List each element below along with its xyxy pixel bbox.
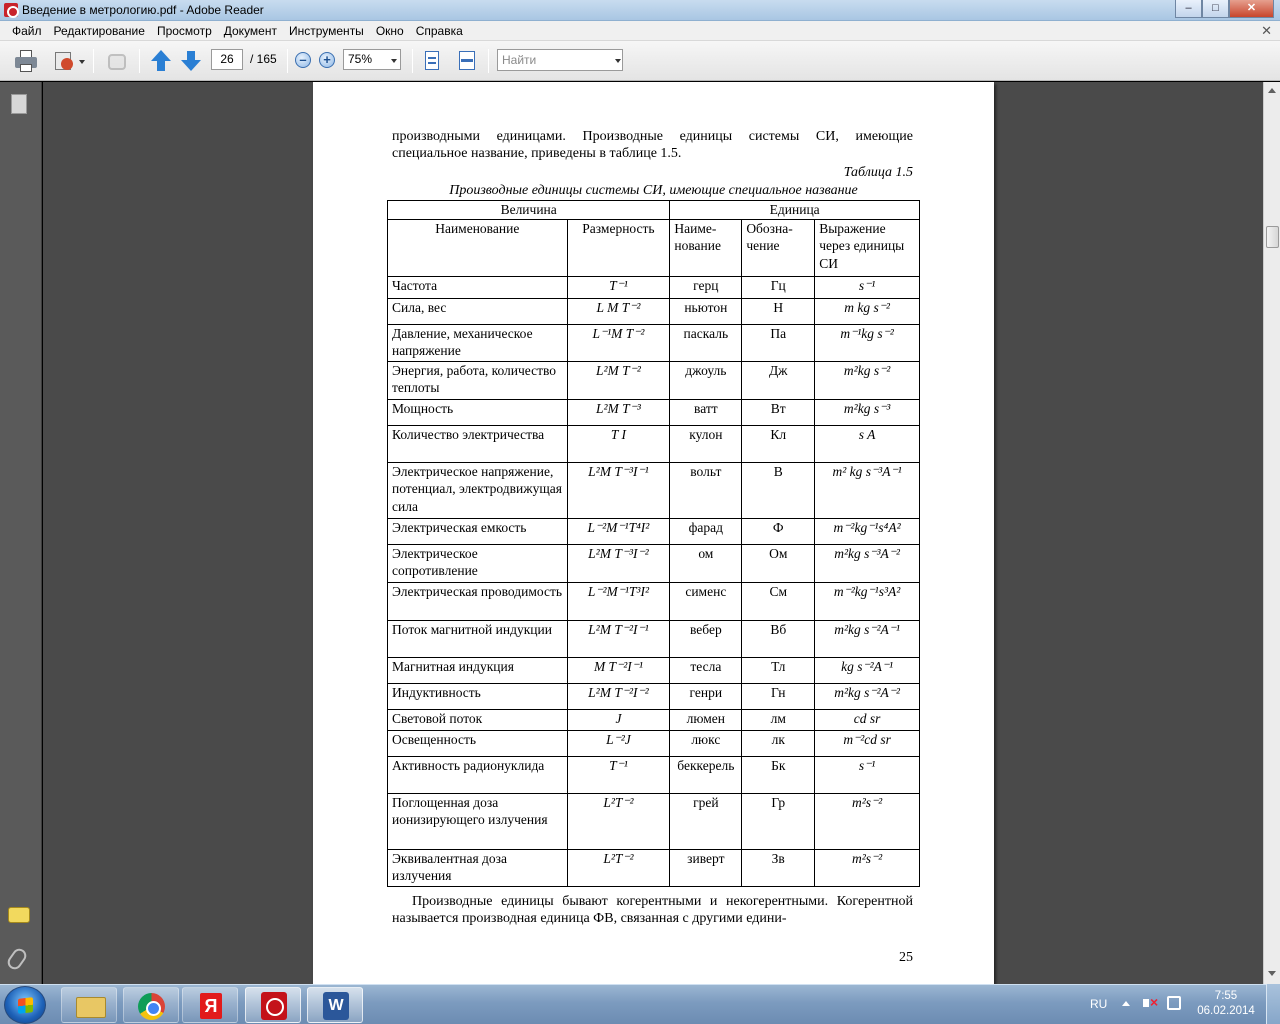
cell-unit-symbol: Ом <box>742 544 815 582</box>
zoom-out-icon[interactable]: – <box>295 52 311 68</box>
close-button[interactable]: ✕ <box>1229 0 1274 18</box>
si-units-table <box>387 200 920 887</box>
menu-file[interactable]: Файл <box>12 23 42 38</box>
fit-page-icon[interactable] <box>422 50 442 72</box>
cell-unit-name: герц <box>670 276 742 298</box>
table-row <box>388 462 920 518</box>
cell-dimension: J <box>567 709 670 730</box>
cell-si-expression: m²kg s⁻² <box>815 361 920 399</box>
next-page-icon[interactable] <box>180 50 202 72</box>
cell-unit-name: фарад <box>670 518 742 544</box>
column-header-unit-symbol: Обозна-чение <box>742 219 815 276</box>
page-number-input[interactable]: 26 <box>211 49 243 70</box>
table-row <box>388 544 920 582</box>
cell-unit-name: генри <box>670 683 742 709</box>
scroll-up-icon[interactable] <box>1268 88 1276 93</box>
previous-page-icon[interactable] <box>150 50 172 72</box>
table-number: Таблица 1.5 <box>843 165 913 180</box>
cell-quantity-name: Мощность <box>388 399 568 425</box>
table-row <box>388 425 920 462</box>
cell-unit-symbol: Н <box>742 298 815 324</box>
cell-unit-symbol: В <box>742 462 815 518</box>
cell-dimension: L⁻¹M T⁻² <box>567 324 670 361</box>
explorer-icon[interactable] <box>61 987 117 1023</box>
show-desktop-button[interactable] <box>1266 984 1280 1024</box>
cell-unit-name: вольт <box>670 462 742 518</box>
cell-quantity-name: Поток магнитной индукции <box>388 620 568 657</box>
minimize-button[interactable]: – <box>1175 0 1202 18</box>
cell-unit-name: тесла <box>670 657 742 683</box>
table-title: Производные единицы системы СИ, имеющие специальное название <box>449 183 858 198</box>
cell-dimension: L M T⁻² <box>567 298 670 324</box>
table-row <box>388 298 920 324</box>
pages-panel-icon[interactable] <box>11 94 27 114</box>
maximize-button[interactable]: □ <box>1202 0 1229 18</box>
cell-unit-symbol: Вт <box>742 399 815 425</box>
cell-quantity-name: Давление, механическое напряжение <box>388 324 568 361</box>
cell-dimension: T⁻¹ <box>567 756 670 793</box>
table-row <box>388 756 920 793</box>
cell-quantity-name: Активность радионуклида <box>388 756 568 793</box>
zoom-select[interactable]: 75% <box>343 49 401 70</box>
cell-unit-name: люмен <box>670 709 742 730</box>
toolbar-separator <box>93 49 94 73</box>
taskbar <box>0 984 1280 1024</box>
cell-unit-name: вебер <box>670 620 742 657</box>
cell-si-expression: m²s⁻² <box>815 849 920 886</box>
column-header-si-expression: Выражение через единицы СИ <box>815 219 920 276</box>
toolbar-separator <box>412 49 413 73</box>
column-header-name: Наименование <box>388 219 568 276</box>
cell-quantity-name: Электрическая проводимость <box>388 582 568 620</box>
table-row <box>388 324 920 361</box>
cell-dimension: M T⁻²I⁻¹ <box>567 657 670 683</box>
menu-window[interactable]: Окно <box>375 23 404 38</box>
paragraph-bottom: Производные единицы бывают когерентными и некогерентными. Когерентной называется производная единица ФВ, связанная с другими едини- <box>392 894 913 926</box>
clock[interactable] <box>1195 989 1257 1019</box>
cell-quantity-name: Электрическое напряжение, потенциал, электродвижущая сила <box>388 462 568 518</box>
cell-unit-symbol: лм <box>742 709 815 730</box>
windows-logo-icon <box>18 997 33 1014</box>
table-row <box>388 582 920 620</box>
hand-tool-icon[interactable] <box>104 50 130 74</box>
cell-unit-symbol: См <box>742 582 815 620</box>
cell-quantity-name: Индуктивность <box>388 683 568 709</box>
cell-dimension: L²T⁻² <box>567 793 670 849</box>
cell-si-expression: m²s⁻² <box>815 793 920 849</box>
cell-quantity-name: Освещенность <box>388 730 568 756</box>
cell-dimension: L²M T⁻²I⁻¹ <box>567 620 670 657</box>
cell-si-expression: m⁻²kg⁻¹s³A² <box>815 582 920 620</box>
cell-quantity-name: Энергия, работа, количество теплоты <box>388 361 568 399</box>
cell-si-expression: m² kg s⁻³A⁻¹ <box>815 462 920 518</box>
table-row <box>388 793 920 849</box>
cell-si-expression: m⁻²cd sr <box>815 730 920 756</box>
table-row <box>388 620 920 657</box>
cell-unit-name: ом <box>670 544 742 582</box>
cell-unit-symbol: Гр <box>742 793 815 849</box>
cell-unit-name: паскаль <box>670 324 742 361</box>
cell-dimension: L²M T⁻² <box>567 361 670 399</box>
paragraph-top: производными единицами. Производные единицы системы СИ, имеющие специальное название, приведены в таблице 1.5. <box>392 129 913 161</box>
chrome-icon[interactable] <box>123 987 179 1023</box>
cell-unit-symbol: Гц <box>742 276 815 298</box>
word-icon[interactable]: W <box>307 987 363 1023</box>
cell-unit-symbol: Вб <box>742 620 815 657</box>
share-icon[interactable] <box>52 50 76 72</box>
cell-dimension: L²M T⁻³I⁻² <box>567 544 670 582</box>
cell-si-expression: s A <box>815 425 920 462</box>
clock-date: 06.02.2014 <box>1197 1005 1255 1017</box>
page-total: / 165 <box>250 52 277 66</box>
cell-quantity-name: Количество электричества <box>388 425 568 462</box>
cell-quantity-name: Световой поток <box>388 709 568 730</box>
cell-unit-symbol: Па <box>742 324 815 361</box>
cell-unit-symbol: Ф <box>742 518 815 544</box>
table-row <box>388 683 920 709</box>
cell-dimension: L⁻²M⁻¹T⁴I² <box>567 518 670 544</box>
table-row <box>388 361 920 399</box>
network-icon[interactable] <box>1167 996 1181 1010</box>
cell-dimension: T I <box>567 425 670 462</box>
cell-unit-name: люкс <box>670 730 742 756</box>
cell-unit-name: грей <box>670 793 742 849</box>
column-header-dimension: Размерность <box>567 219 670 276</box>
table-row <box>388 399 920 425</box>
cell-si-expression: m²kg s⁻²A⁻¹ <box>815 620 920 657</box>
language-indicator[interactable]: RU <box>1090 997 1108 1011</box>
menu-edit[interactable]: Редактирование <box>53 23 145 38</box>
clock-time: 7:55 <box>1214 990 1238 1002</box>
cell-si-expression: m²kg s⁻²A⁻² <box>815 683 920 709</box>
menu-bar <box>0 21 1280 41</box>
cell-unit-name: кулон <box>670 425 742 462</box>
cell-si-expression: s⁻¹ <box>815 276 920 298</box>
scrollbar-thumb[interactable] <box>1266 226 1279 248</box>
cell-unit-symbol: Зв <box>742 849 815 886</box>
cell-si-expression: m⁻²kg⁻¹s⁴A² <box>815 518 920 544</box>
cell-unit-name: сименс <box>670 582 742 620</box>
menu-tools[interactable]: Инструменты <box>288 23 364 38</box>
cell-si-expression: m kg s⁻² <box>815 298 920 324</box>
cell-quantity-name: Электрическое сопротивление <box>388 544 568 582</box>
menu-help[interactable]: Справка <box>415 23 463 38</box>
cell-dimension: L⁻²J <box>567 730 670 756</box>
cell-unit-symbol: лк <box>742 730 815 756</box>
cell-unit-name: зиверт <box>670 849 742 886</box>
cell-unit-name: беккерель <box>670 756 742 793</box>
close-document-icon[interactable]: ✕ <box>1261 23 1272 38</box>
cell-dimension: L²M T⁻³I⁻¹ <box>567 462 670 518</box>
cell-si-expression: cd sr <box>815 709 920 730</box>
cell-quantity-name: Электрическая емкость <box>388 518 568 544</box>
search-input[interactable]: Найти <box>497 49 623 71</box>
show-hidden-icons-icon[interactable] <box>1122 1001 1130 1006</box>
window-title: Введение в метрологию.pdf - Adobe Reader <box>22 3 264 17</box>
cell-unit-symbol: Дж <box>742 361 815 399</box>
cell-dimension: L⁻²M⁻¹T³I² <box>567 582 670 620</box>
cell-unit-symbol: Кл <box>742 425 815 462</box>
cell-unit-name: джоуль <box>670 361 742 399</box>
cell-quantity-name: Магнитная индукция <box>388 657 568 683</box>
table-row <box>388 849 920 886</box>
menu-view[interactable]: Просмотр <box>156 23 212 38</box>
table-row <box>388 730 920 756</box>
window-controls <box>1175 0 1274 18</box>
toolbar-separator <box>488 49 489 73</box>
group-header-unit: Единица <box>670 201 920 220</box>
adobe-reader-icon <box>4 3 18 17</box>
volume-muted-icon[interactable] <box>1143 996 1159 1010</box>
menu-document[interactable]: Документ <box>223 23 277 38</box>
comments-icon[interactable] <box>8 907 30 923</box>
printer-icon[interactable] <box>14 50 38 72</box>
toolbar <box>0 41 1280 81</box>
navigation-pane <box>0 82 42 984</box>
table-row <box>388 657 920 683</box>
cell-dimension: L²M T⁻²I⁻² <box>567 683 670 709</box>
title-bar <box>0 0 1280 21</box>
cell-dimension: T⁻¹ <box>567 276 670 298</box>
cell-si-expression: s⁻¹ <box>815 756 920 793</box>
zoom-dropdown-arrow-icon[interactable] <box>391 59 397 63</box>
cell-unit-symbol: Тл <box>742 657 815 683</box>
cell-si-expression: m²kg s⁻³ <box>815 399 920 425</box>
column-header-unit-name: Наиме-нование <box>670 219 742 276</box>
cell-si-expression: m²kg s⁻³A⁻² <box>815 544 920 582</box>
cell-unit-symbol: Гн <box>742 683 815 709</box>
cell-dimension: L²M T⁻³ <box>567 399 670 425</box>
page-number: 25 <box>899 950 913 965</box>
toolbar-separator <box>139 49 140 73</box>
cell-si-expression: m⁻¹kg s⁻² <box>815 324 920 361</box>
cell-unit-name: ньютон <box>670 298 742 324</box>
cell-si-expression: kg s⁻²A⁻¹ <box>815 657 920 683</box>
group-header-quantity: Величина <box>388 201 670 220</box>
fit-width-icon[interactable] <box>457 50 477 72</box>
cell-unit-name: ватт <box>670 399 742 425</box>
cell-quantity-name: Поглощенная доза ионизирующего излучения <box>388 793 568 849</box>
adobe-reader-icon[interactable] <box>245 987 301 1023</box>
cell-quantity-name: Эквивалентная доза излучения <box>388 849 568 886</box>
cell-unit-symbol: Бк <box>742 756 815 793</box>
scroll-down-icon[interactable] <box>1268 971 1276 976</box>
table-row <box>388 709 920 730</box>
toolbar-separator <box>287 49 288 73</box>
cell-quantity-name: Сила, вес <box>388 298 568 324</box>
zoom-in-icon[interactable]: + <box>319 52 335 68</box>
start-button[interactable] <box>4 986 46 1024</box>
search-dropdown-arrow-icon[interactable] <box>615 59 621 63</box>
yandex-icon[interactable]: Я <box>182 987 238 1023</box>
share-dropdown-arrow-icon[interactable] <box>79 60 85 64</box>
vertical-scrollbar[interactable] <box>1263 82 1280 984</box>
cell-dimension: L²T⁻² <box>567 849 670 886</box>
table-row <box>388 518 920 544</box>
table-row <box>388 276 920 298</box>
cell-quantity-name: Частота <box>388 276 568 298</box>
